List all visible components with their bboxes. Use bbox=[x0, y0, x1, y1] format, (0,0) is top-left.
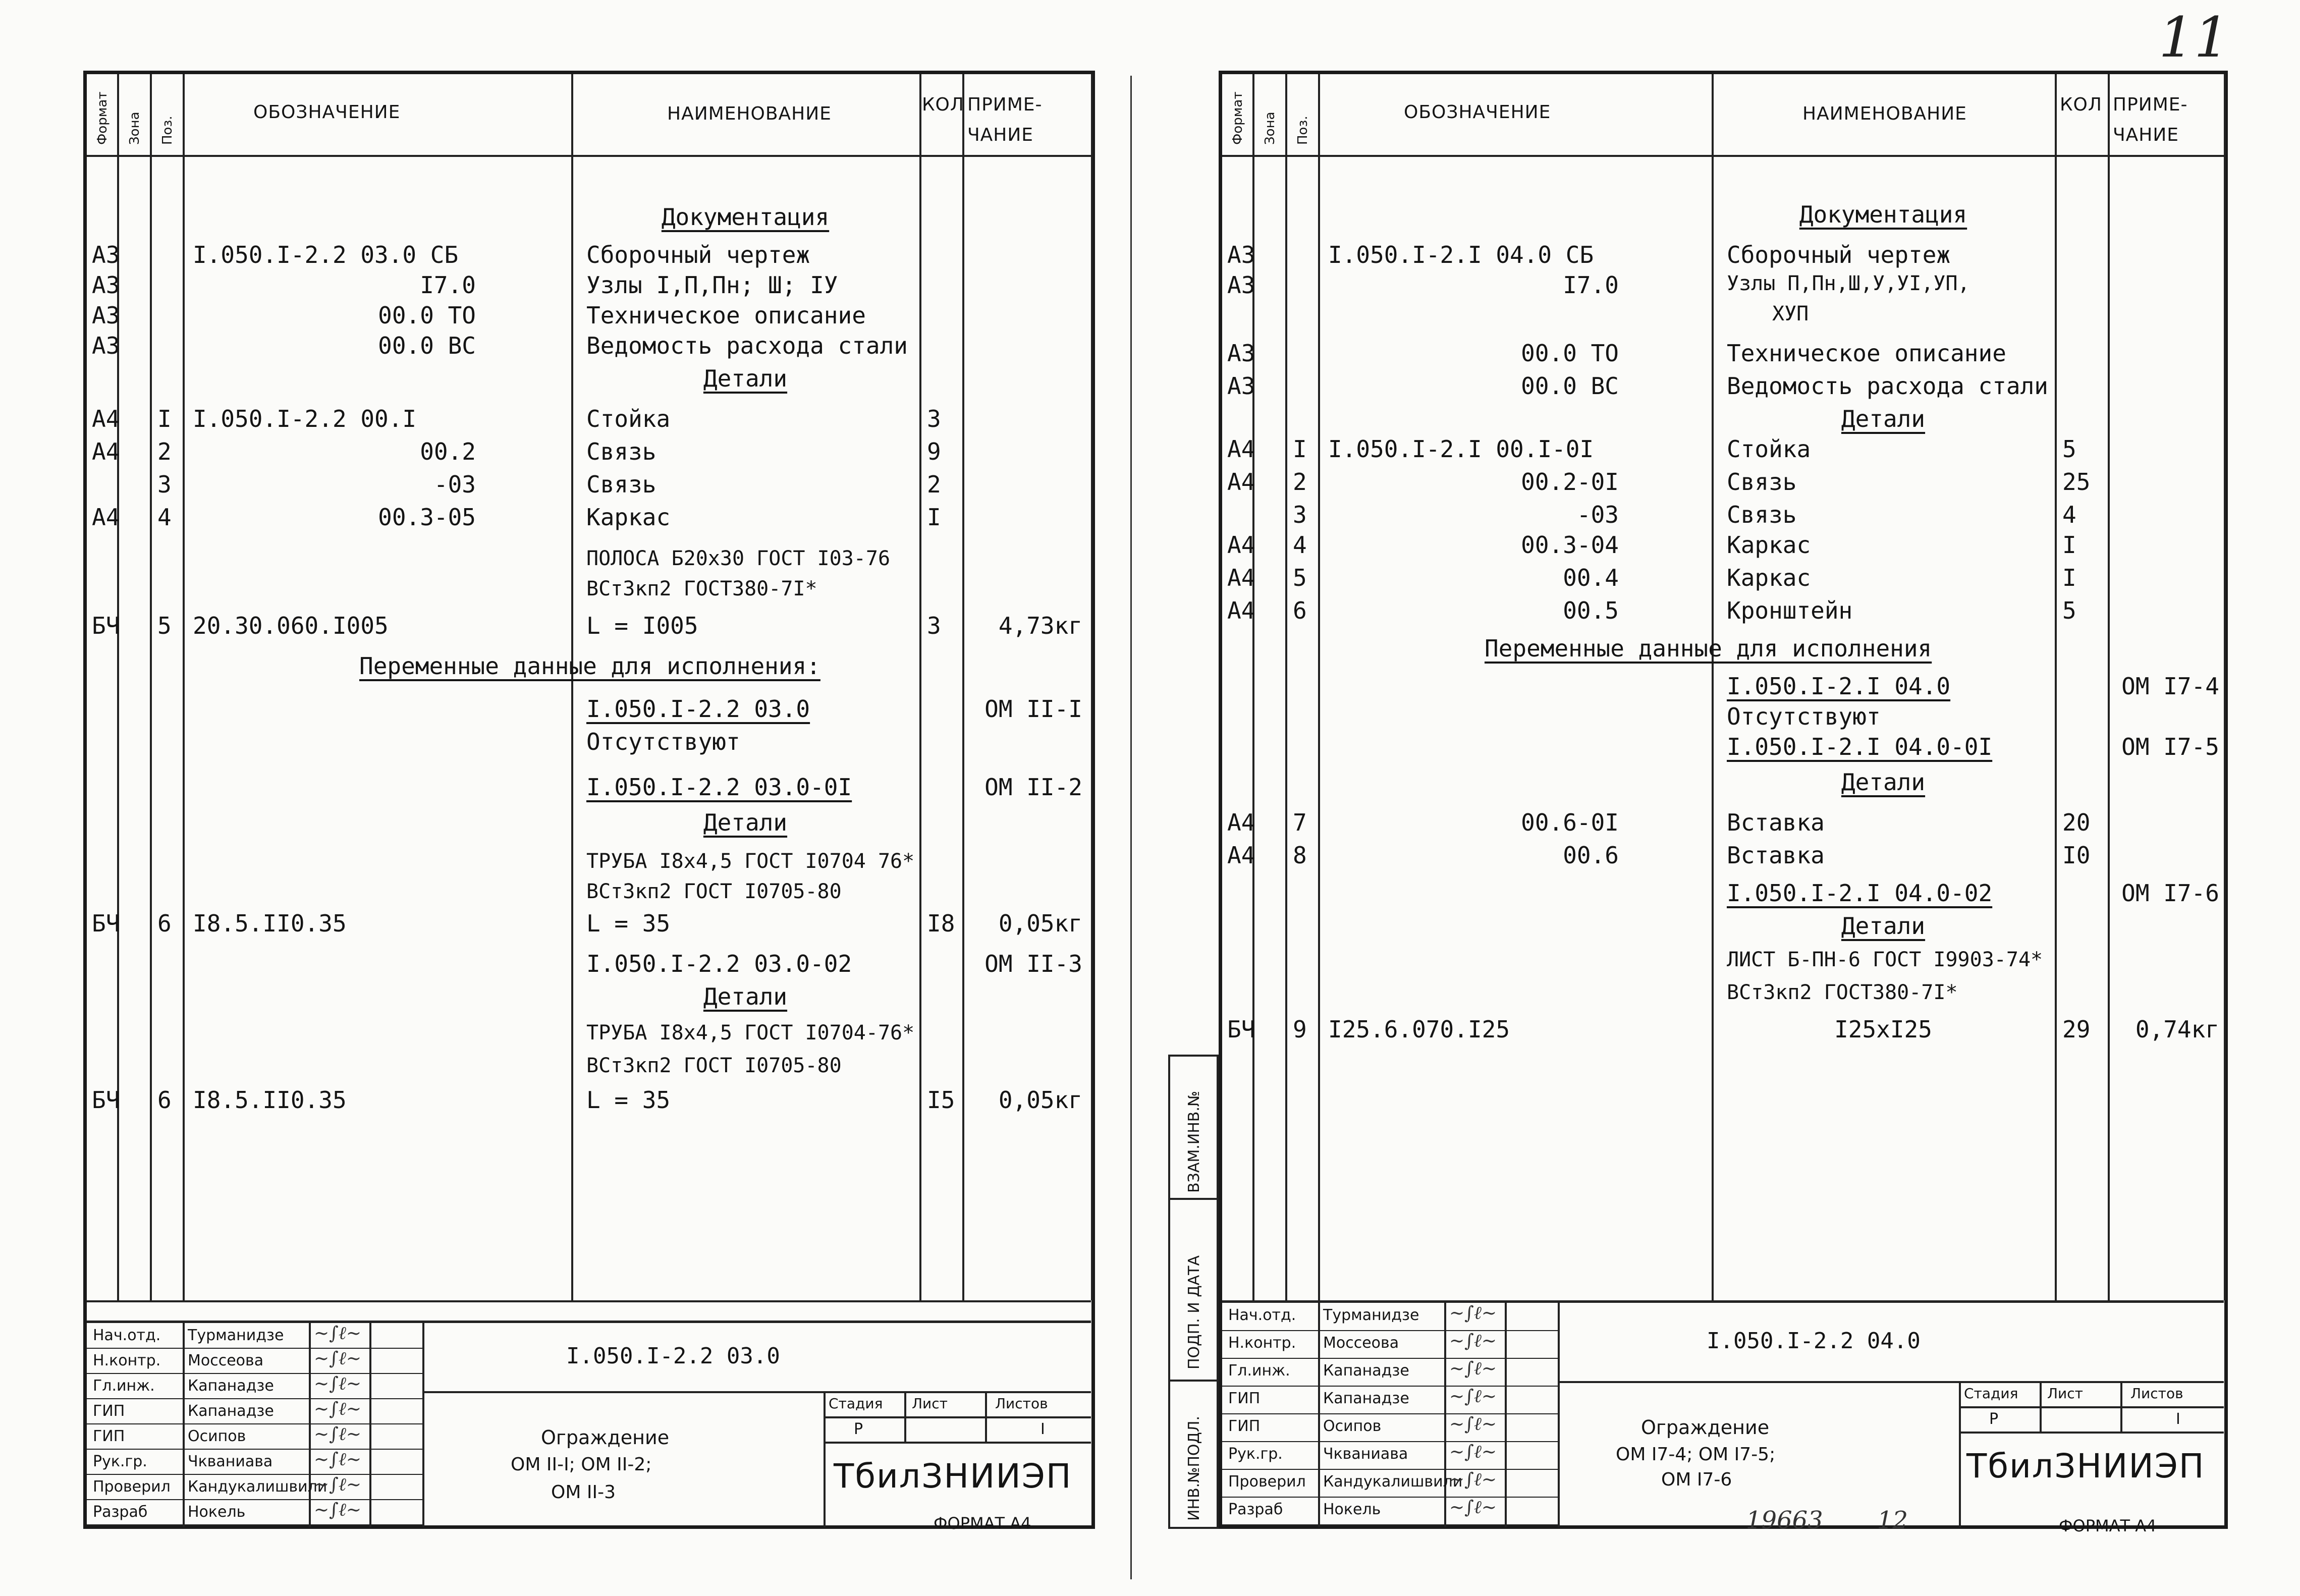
header-designation-r: ОБОЗНАЧЕНИЕ bbox=[1404, 102, 1551, 123]
sheet-label-left: Лист bbox=[912, 1395, 948, 1412]
header-format: Формат bbox=[95, 91, 110, 145]
row-name: Связь bbox=[586, 438, 656, 465]
format-label-right: ФОРМАТ А4 bbox=[2059, 1516, 2157, 1535]
row-qty: I5 bbox=[927, 1086, 955, 1114]
row-pos: 9 bbox=[1293, 1016, 1307, 1043]
row-name: Связь bbox=[1727, 468, 1797, 496]
row-pos: 3 bbox=[157, 471, 172, 498]
row-designation: I.050.I-2.I 00.I-0I bbox=[1328, 435, 1594, 463]
row-name: Документация bbox=[1799, 201, 1967, 228]
row-qty: 9 bbox=[927, 438, 941, 465]
side-stamp bbox=[1168, 1055, 1219, 1529]
signatory-name: Чкваниава bbox=[1323, 1445, 1408, 1463]
sheets-value-left: I bbox=[1041, 1420, 1045, 1438]
row-designation: I.050.I-2.2 00.I bbox=[193, 405, 417, 432]
row-name: I.050.I-2.2 03.0-0I bbox=[586, 774, 852, 801]
row-designation: -03 bbox=[1576, 501, 1619, 528]
row-designation: I7.0 bbox=[420, 271, 476, 299]
signatory-role: ГИП bbox=[1228, 1417, 1261, 1435]
row-note: 0,05кг bbox=[998, 1086, 1082, 1114]
row-name: Техническое описание bbox=[586, 302, 866, 329]
page-number: 11 bbox=[2159, 5, 2229, 70]
row-name: ВСт3кп2 ГОСТ I0705-80 bbox=[586, 880, 842, 903]
row-designation: -03 bbox=[433, 471, 476, 498]
row-name: Детали bbox=[703, 983, 788, 1010]
row-designation: 00.6 bbox=[1563, 842, 1619, 869]
row-format: А3 bbox=[92, 332, 120, 359]
header-designation: ОБОЗНАЧЕНИЕ bbox=[253, 102, 401, 123]
row-name: Кронштейн bbox=[1727, 597, 1853, 624]
org-name-right: ТбилЗНИИЭП bbox=[1966, 1447, 2205, 1485]
row-format: БЧ bbox=[92, 910, 120, 937]
header-pos-r: Поз. bbox=[1295, 116, 1310, 145]
signature-mark: ~∫ℓ~ bbox=[1449, 1303, 1497, 1324]
row-name: Вставка bbox=[1727, 842, 1825, 869]
signatory-name: Турманидзе bbox=[188, 1327, 284, 1344]
row-name: Каркас bbox=[1727, 531, 1811, 559]
row-designation: 00.2-0I bbox=[1521, 468, 1619, 496]
stage-label-right: Стадия bbox=[1964, 1385, 2018, 1402]
stage-value-right: Р bbox=[1989, 1410, 1999, 1428]
title-variants-right-2: ОМ I7-6 bbox=[1661, 1469, 1732, 1490]
signatory-role: ГИП bbox=[93, 1402, 125, 1420]
row-qty: 3 bbox=[927, 405, 941, 432]
row-qty: 5 bbox=[2062, 435, 2076, 463]
row-name: Документация bbox=[661, 203, 830, 231]
inv-sheet: 12 bbox=[1877, 1506, 1908, 1534]
signature-mark: ~∫ℓ~ bbox=[314, 1399, 362, 1419]
row-format: БЧ bbox=[92, 1086, 120, 1114]
row-designation: I7.0 bbox=[1563, 271, 1619, 299]
header-note-1: ПРИМЕ- bbox=[967, 94, 1043, 115]
sheets-label-right: Листов bbox=[2130, 1385, 2183, 1402]
header-note-2: ЧАНИЕ bbox=[967, 125, 1034, 145]
sheets-value-right: I bbox=[2176, 1410, 2180, 1428]
row-format: А4 bbox=[92, 504, 120, 531]
signatory-role: ГИП bbox=[93, 1427, 125, 1445]
row-name: Связь bbox=[1727, 501, 1797, 528]
header-qty-r: КОЛ bbox=[2060, 94, 2102, 115]
stage-label-left: Стадия bbox=[829, 1395, 883, 1412]
signatory-name: Осипов bbox=[1323, 1417, 1382, 1435]
signatory-name: Нокель bbox=[188, 1503, 246, 1521]
row-name: Сборочный чертеж bbox=[1727, 241, 1951, 268]
title-code-left: I.050.I-2.2 03.0 bbox=[566, 1343, 780, 1369]
row-name: ВСт3кп2 ГОСТ380-7I* bbox=[586, 577, 817, 600]
row-name: I.050.I-2.I 04.0-0I bbox=[1727, 733, 1993, 760]
title-name-left: Ограждение bbox=[541, 1426, 670, 1449]
header-pos: Поз. bbox=[160, 116, 175, 145]
signatory-name: Кандукалишвили bbox=[1323, 1473, 1463, 1491]
row-name: I.050.I-2.2 03.0 bbox=[586, 695, 810, 723]
title-code-right: I.050.I-2.2 04.0 bbox=[1707, 1328, 1921, 1354]
signatory-role: Проверил bbox=[1228, 1473, 1306, 1491]
row-note: ОМ II-I bbox=[984, 695, 1082, 723]
row-format: БЧ bbox=[92, 612, 120, 639]
row-qty: 25 bbox=[2062, 468, 2091, 496]
row-name: Детали bbox=[1841, 405, 1926, 432]
row-name: I.050.I-2.I 04.0 bbox=[1727, 673, 1951, 700]
row-format: А4 bbox=[92, 405, 120, 432]
row-name: I25хI25 bbox=[1834, 1016, 1932, 1043]
row-format: А3 bbox=[92, 271, 120, 299]
row-designation: 00.6-0I bbox=[1521, 809, 1619, 836]
signature-mark: ~∫ℓ~ bbox=[1449, 1469, 1497, 1490]
signature-mark: ~∫ℓ~ bbox=[314, 1474, 362, 1495]
row-name: Ведомость расхода стали bbox=[1727, 372, 2048, 400]
row-designation: 00.3-04 bbox=[1521, 531, 1619, 559]
row-name: Переменные данные для исполнения bbox=[1485, 635, 1932, 662]
signature-mark: ~∫ℓ~ bbox=[314, 1500, 362, 1520]
row-format: А3 bbox=[1227, 271, 1255, 299]
row-name: Узлы I,П,Пн; Ш; IУ bbox=[586, 271, 838, 299]
signatory-role: Гл.инж. bbox=[1228, 1362, 1290, 1380]
row-format: А4 bbox=[1227, 842, 1255, 869]
row-pos: 8 bbox=[1293, 842, 1307, 869]
row-name: Стойка bbox=[586, 405, 671, 432]
header-zone-r: Зона bbox=[1263, 112, 1278, 145]
row-name: Детали bbox=[1841, 768, 1926, 796]
sheets-label-left: Листов bbox=[995, 1395, 1048, 1412]
signature-mark: ~∫ℓ~ bbox=[314, 1373, 362, 1394]
row-qty: I0 bbox=[2062, 842, 2091, 869]
row-name: L = 35 bbox=[586, 910, 671, 937]
signatory-name: Капанадзе bbox=[1323, 1362, 1409, 1380]
row-designation: 00.3-05 bbox=[378, 504, 476, 531]
row-name: Детали bbox=[703, 809, 788, 836]
row-qty: 2 bbox=[927, 471, 941, 498]
row-name: Переменные данные для исполнения: bbox=[359, 652, 820, 680]
title-name-right: Ограждение bbox=[1641, 1416, 1770, 1439]
row-name: ПОЛОСА Б20х30 ГОСТ I03-76 bbox=[586, 547, 891, 570]
row-note: ОМ I7-5 bbox=[2121, 733, 2219, 760]
row-name: I.050.I-2.2 03.0-02 bbox=[586, 950, 852, 977]
row-pos: 4 bbox=[157, 504, 172, 531]
row-qty: 3 bbox=[927, 612, 941, 639]
row-format: А4 bbox=[1227, 468, 1255, 496]
signatory-name: Моссеова bbox=[188, 1352, 264, 1369]
row-name: Детали bbox=[1841, 912, 1926, 940]
row-designation: 00.0 ВС bbox=[1521, 372, 1619, 400]
row-name: Ведомость расхода стали bbox=[586, 332, 908, 359]
row-name: L = 35 bbox=[586, 1086, 671, 1114]
row-pos: I bbox=[1293, 435, 1307, 463]
row-format: А4 bbox=[1227, 597, 1255, 624]
row-qty: 4 bbox=[2062, 501, 2076, 528]
row-designation: 00.0 ТО bbox=[378, 302, 476, 329]
row-name: Связь bbox=[586, 471, 656, 498]
row-designation: I8.5.II0.35 bbox=[193, 1086, 347, 1114]
signature-mark: ~∫ℓ~ bbox=[314, 1323, 362, 1344]
row-qty: 20 bbox=[2062, 809, 2091, 836]
row-note: 0,05кг bbox=[998, 910, 1082, 937]
row-note: ОМ II-3 bbox=[984, 950, 1082, 977]
signature-mark: ~∫ℓ~ bbox=[314, 1348, 362, 1369]
stage-value-left: Р bbox=[854, 1420, 863, 1438]
header-qty: КОЛ bbox=[922, 94, 964, 115]
row-qty: 5 bbox=[2062, 597, 2076, 624]
title-variants-left-2: ОМ II-3 bbox=[551, 1482, 616, 1503]
row-designation: I.050.I-2.I 04.0 СБ bbox=[1328, 241, 1594, 268]
row-format: А3 bbox=[1227, 372, 1255, 400]
title-variants-left: ОМ II-I; ОМ II-2; bbox=[511, 1454, 652, 1475]
row-name: ТРУБА I8х4,5 ГОСТ I0704 76* bbox=[586, 850, 915, 873]
signatory-role: Разраб bbox=[1228, 1501, 1283, 1518]
signatory-name: Кандукалишвили bbox=[188, 1478, 327, 1496]
row-designation: I8.5.II0.35 bbox=[193, 910, 347, 937]
header-format-r: Формат bbox=[1230, 91, 1245, 145]
signatory-role: Разраб bbox=[93, 1503, 148, 1521]
signatory-name: Капанадзе bbox=[188, 1402, 274, 1420]
row-format: А4 bbox=[1227, 564, 1255, 591]
row-qty: I bbox=[927, 504, 941, 531]
signatory-name: Капанадзе bbox=[1323, 1390, 1409, 1407]
signatory-role: ГИП bbox=[1228, 1390, 1261, 1407]
row-name: ЛИСТ Б-ПН-6 ГОСТ I9903-74* bbox=[1727, 948, 2043, 971]
row-name: ХУП bbox=[1772, 302, 1809, 325]
row-qty: I8 bbox=[927, 910, 955, 937]
signatory-name: Капанадзе bbox=[188, 1377, 274, 1395]
row-designation: I25.6.070.I25 bbox=[1328, 1016, 1510, 1043]
row-name: Вставка bbox=[1727, 809, 1825, 836]
row-format: А3 bbox=[92, 241, 120, 268]
sheet-label-right: Лист bbox=[2047, 1385, 2083, 1402]
spec-sheet-right bbox=[1219, 71, 2228, 1529]
format-label-left: ФОРМАТ А4 bbox=[934, 1514, 1031, 1533]
row-format: А3 bbox=[1227, 241, 1255, 268]
signatory-role: Н.контр. bbox=[93, 1352, 161, 1369]
row-designation: 00.0 ВС bbox=[378, 332, 476, 359]
signature-mark: ~∫ℓ~ bbox=[314, 1449, 362, 1470]
row-name: Стойка bbox=[1727, 435, 1811, 463]
row-name: L = I005 bbox=[586, 612, 698, 639]
signatory-role: Н.контр. bbox=[1228, 1334, 1296, 1352]
row-name: Отсутствуют bbox=[1727, 703, 1881, 730]
row-name: Каркас bbox=[1727, 564, 1811, 591]
signature-mark: ~∫ℓ~ bbox=[314, 1424, 362, 1445]
row-designation: 00.5 bbox=[1563, 597, 1619, 624]
row-name: Детали bbox=[703, 365, 788, 392]
row-name: I.050.I-2.I 04.0-02 bbox=[1727, 879, 1993, 907]
signatory-name: Турманидзе bbox=[1323, 1306, 1419, 1324]
row-pos: 6 bbox=[157, 1086, 172, 1114]
row-name: ВСт3кп2 ГОСТ380-7I* bbox=[1727, 981, 1958, 1004]
row-pos: 5 bbox=[1293, 564, 1307, 591]
header-name-r: НАИМЕНОВАНИЕ bbox=[1802, 103, 1967, 124]
row-format: А4 bbox=[1227, 435, 1255, 463]
title-variants-right: ОМ I7-4; ОМ I7-5; bbox=[1616, 1444, 1776, 1465]
side-label-inv: ИНВ.№ПОДЛ. bbox=[1185, 1415, 1203, 1521]
signature-mark: ~∫ℓ~ bbox=[1449, 1414, 1497, 1435]
row-format: А4 bbox=[1227, 809, 1255, 836]
row-note: 4,73кг bbox=[998, 612, 1082, 639]
signatory-role: Гл.инж. bbox=[93, 1377, 155, 1395]
row-designation: I.050.I-2.2 03.0 СБ bbox=[193, 241, 459, 268]
signature-mark: ~∫ℓ~ bbox=[1449, 1442, 1497, 1462]
side-label-sign-date: ПОДП. И ДАТА bbox=[1185, 1255, 1203, 1369]
signatory-name: Моссеова bbox=[1323, 1334, 1399, 1352]
row-qty: I bbox=[2062, 531, 2076, 559]
row-format: А4 bbox=[92, 438, 120, 465]
row-pos: 4 bbox=[1293, 531, 1307, 559]
row-format: А4 bbox=[1227, 531, 1255, 559]
header-note-1-r: ПРИМЕ- bbox=[2113, 94, 2188, 115]
row-designation: 00.2 bbox=[420, 438, 476, 465]
row-note: ОМ II-2 bbox=[984, 774, 1082, 801]
signature-mark: ~∫ℓ~ bbox=[1449, 1386, 1497, 1407]
row-name: ВСт3кп2 ГОСТ I0705-80 bbox=[586, 1054, 842, 1077]
signatory-role: Нач.отд. bbox=[93, 1327, 161, 1344]
signatory-name: Осипов bbox=[188, 1427, 246, 1445]
row-pos: 2 bbox=[157, 438, 172, 465]
row-pos: 3 bbox=[1293, 501, 1307, 528]
header-name: НАИМЕНОВАНИЕ bbox=[667, 103, 832, 124]
row-pos: 5 bbox=[157, 612, 172, 639]
row-pos: 6 bbox=[157, 910, 172, 937]
row-name: ТРУБА I8х4,5 ГОСТ I0704-76* bbox=[586, 1021, 915, 1044]
row-pos: 2 bbox=[1293, 468, 1307, 496]
row-format: БЧ bbox=[1227, 1016, 1255, 1043]
inv-number: 19663 bbox=[1746, 1506, 1823, 1534]
header-note-2-r: ЧАНИЕ bbox=[2113, 125, 2179, 145]
row-designation: 00.0 ТО bbox=[1521, 340, 1619, 367]
row-note: ОМ I7-6 bbox=[2121, 879, 2219, 907]
signatory-name: Чкваниава bbox=[188, 1453, 273, 1470]
row-note: ОМ I7-4 bbox=[2121, 673, 2219, 700]
signature-mark: ~∫ℓ~ bbox=[1449, 1331, 1497, 1351]
row-name: Каркас bbox=[586, 504, 671, 531]
signature-mark: ~∫ℓ~ bbox=[1449, 1358, 1497, 1379]
row-qty: 29 bbox=[2062, 1016, 2091, 1043]
row-format: А3 bbox=[1227, 340, 1255, 367]
row-name: Отсутствуют bbox=[586, 728, 740, 755]
signature-mark: ~∫ℓ~ bbox=[1449, 1497, 1497, 1518]
row-pos: 6 bbox=[1293, 597, 1307, 624]
row-note: 0,74кг bbox=[2135, 1016, 2219, 1043]
row-pos: 7 bbox=[1293, 809, 1307, 836]
spec-sheet-left bbox=[83, 71, 1095, 1529]
signatory-role: Проверил bbox=[93, 1478, 171, 1496]
signatory-role: Рук.гр. bbox=[93, 1453, 147, 1470]
row-name: Узлы П,Пн,Ш,У,УI,УП, bbox=[1727, 272, 1970, 295]
row-name: Техническое описание bbox=[1727, 340, 2006, 367]
row-designation: 00.4 bbox=[1563, 564, 1619, 591]
row-format: А3 bbox=[92, 302, 120, 329]
row-pos: I bbox=[157, 405, 172, 432]
signatory-name: Нокель bbox=[1323, 1501, 1381, 1518]
signatory-role: Нач.отд. bbox=[1228, 1306, 1296, 1324]
row-designation: 20.30.060.I005 bbox=[193, 612, 389, 639]
header-zone: Зона bbox=[127, 112, 142, 145]
side-label-replace: ВЗАМ.ИНВ.№ bbox=[1185, 1090, 1203, 1193]
signatory-role: Рук.гр. bbox=[1228, 1445, 1283, 1463]
sheet-divider bbox=[1130, 76, 1132, 1579]
row-name: Сборочный чертеж bbox=[586, 241, 810, 268]
org-name-left: ТбилЗНИИЭП bbox=[834, 1457, 1072, 1496]
row-qty: I bbox=[2062, 564, 2076, 591]
